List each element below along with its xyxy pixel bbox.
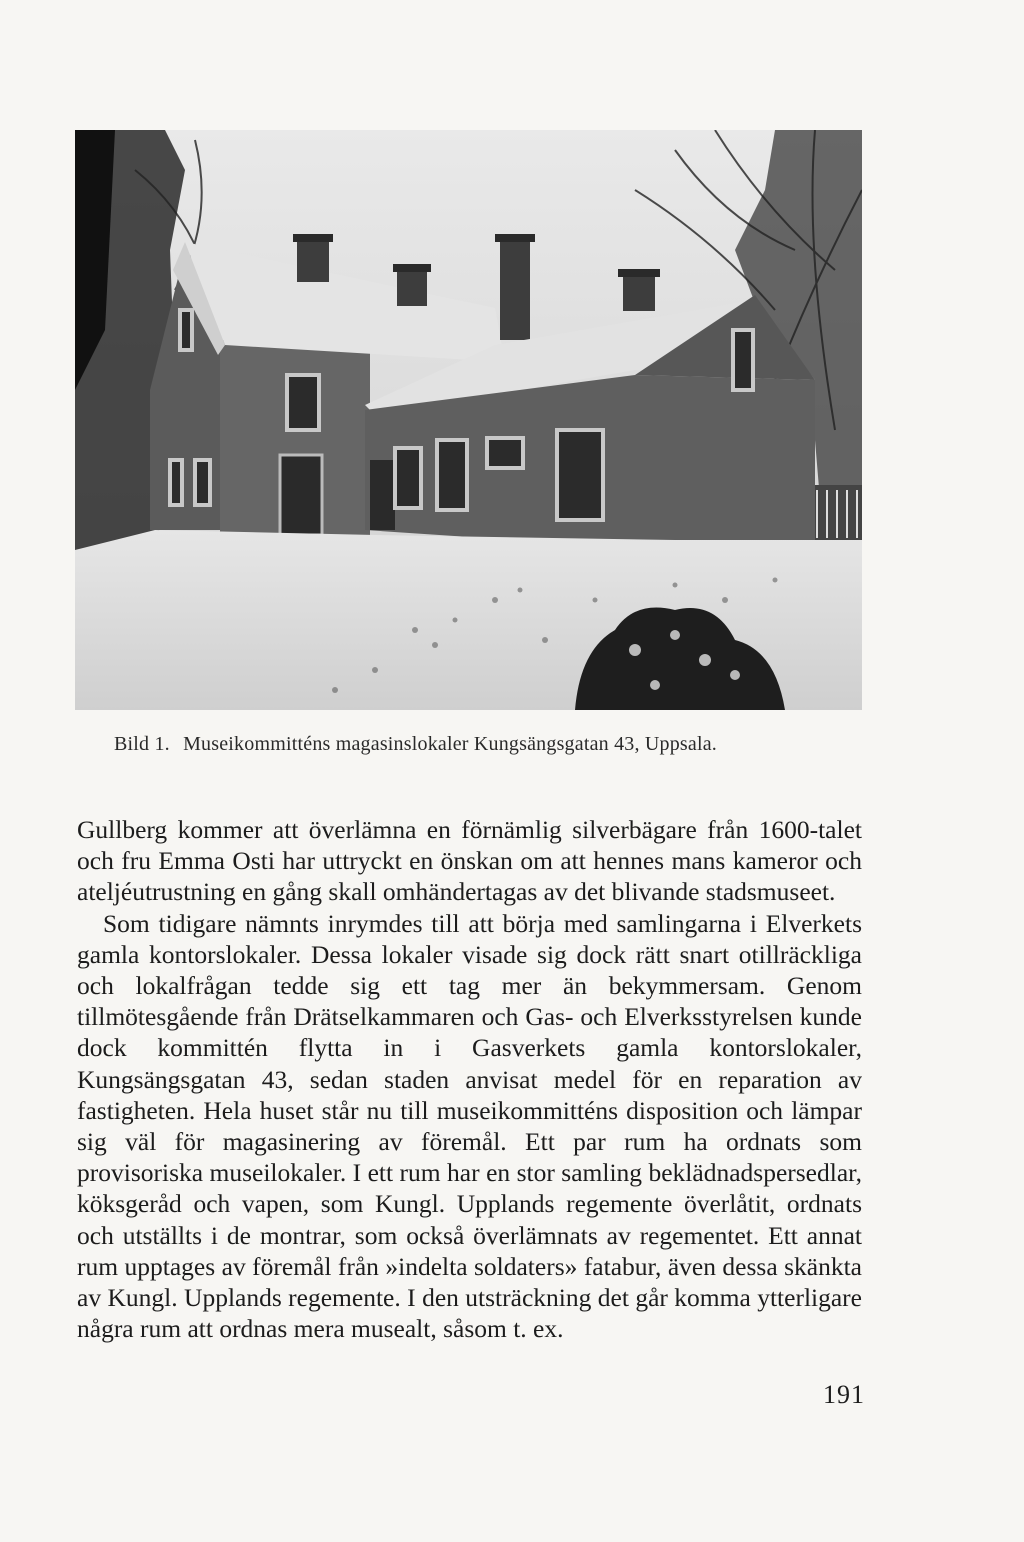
paragraph: Gullberg kommer att överlämna en förnämlig silverbägare från 1600-talet och fru Emma Osti har uttryckt en önskan om att hennes mans kameror och ateljéutrustning en gång skall omhändertagas av det blivande stadsmuseet. — [77, 815, 862, 907]
figure-caption — [114, 733, 834, 756]
page-number: 191 — [823, 1380, 865, 1409]
figure-label: Bild 1. — [114, 733, 170, 755]
figure-caption-text: Museikommitténs magasinslokaler Kungsängsgatan 43, Uppsala. — [183, 733, 718, 755]
paragraph: Som tidigare nämnts inrymdes till att börja med samlingarna i Elverkets gamla kontorslokaler. Dessa lokaler visade sig dock rätt snart otillräckliga och lokalfrågan tedde sig ett tag mer än bekymmersam. Genom tillmötesgående från Drätselkammaren och Gas- och Elverksstyrelsen kunde dock kommittén flytta in i Gasverkets gamla kontorslokaler, Kungsängsgatan 43, sedan staden anvisat medel för en reparation av fastigheten. Hela huset står nu till museikommitténs disposition och lämpar sig väl för magasinering av föremål. Ett par rum ha ordnats som provisoriska museilokaler. I ett rum har en stor samling beklädnadspersedlar, köksgeråd och vapen, som Kungl. Upplands regemente överlåtit, ordnats och utställts i de montrar, som också överlämnats av regementet. Ett annat rum upptages av föremål från »indelta soldaters» fatabur, även dessa skänkta av Kungl. Upplands regemente. I den utsträckning det går komma ytterligare några rum att ordnas mera musealt, såsom t. ex. — [77, 908, 862, 1344]
winter-house-image — [75, 130, 862, 710]
article-body — [77, 814, 862, 1344]
house-photograph — [75, 130, 862, 710]
